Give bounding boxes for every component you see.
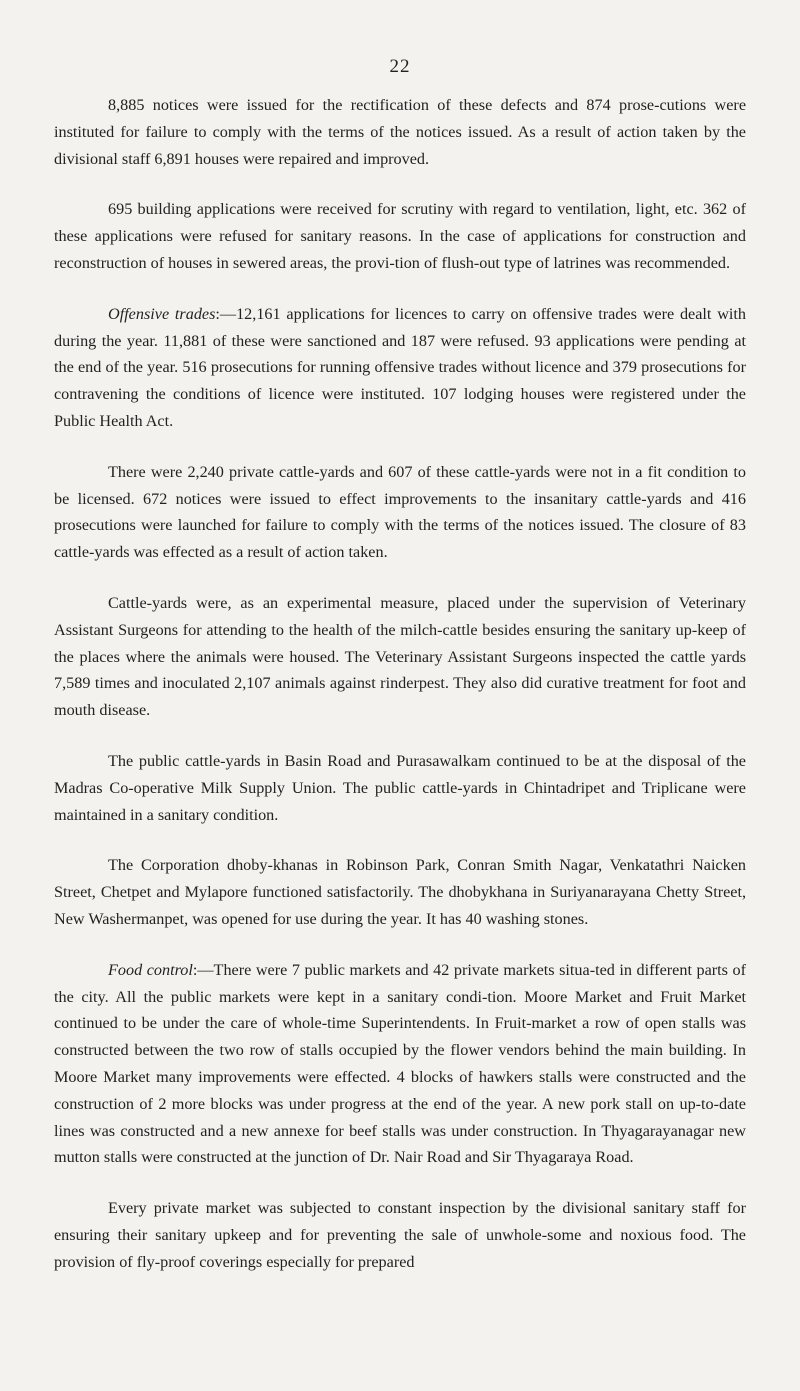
paragraph-text: :—12,161 applications for licences to carry on offensive trades were dealt with during the year. 11,881 of these were sanctioned and 187 were refused. 93 applications were pending at the end of the year. 516 prosecutions for running offensive trades without licence and 379 prosecutions for contravening the conditions of licence were instituted. 107 lodging houses were registered under the Public Health Act. [54,304,746,430]
paragraph-private-markets [54,1195,746,1275]
paragraph-lead-food-control: Food control [108,960,193,979]
paragraph-dhoby-khanas [54,852,746,932]
paragraph-text: Cattle-yards were, as an experimental measure, placed under the supervision of Veterinary Assistant Surgeons for attending to the health of the milch-cattle besides ensuring the sanitary up-keep of the places where the animals were housed. The Veterinary Assistant Surgeons inspected the cattle yards 7,589 times and inoculated 2,107 animals against rinderpest. They also did curative treatment for foot and mouth disease. [54,593,746,720]
paragraph-notices [54,92,746,172]
page-number: 22 [389,56,411,77]
paragraph-text: 695 building applications were received for scrutiny with regard to ventilation, light, etc. 362 of these applications were refused for sanitary reasons. In the case of applications for construction and reconstruction of houses in sewered areas, the provi-tion of flush-out type of latrines was recommended. [54,200,746,272]
paragraph-text: The Corporation dhoby-khanas in Robinson Park, Conran Smith Nagar, Venkatathri Naicken Street, Chetpet and Mylapore functioned satisfactorily. The dhobykhana in Suriyanarayana Chetty Street, New Washermanpet, was opened for use during the year. It has 40 washing stones. [54,856,746,928]
paragraph-building-applications [54,196,746,276]
paragraph-offensive-trades [54,301,746,435]
paragraph-public-cattle-yards [54,748,746,828]
paragraph-text: Every private market was subjected to constant inspection by the divisional sanitary staff for ensuring their sanitary upkeep and for preventing the sale of unwhole-some and noxious food. The provision of fly-proof coverings especially for prepared [54,1199,746,1271]
paragraph-food-control [54,957,746,1171]
paragraph-text: There were 2,240 private cattle-yards and 607 of these cattle-yards were not in a fit condition to be licensed. 672 notices were issued to effect improvements to the insanitary cattle-yards and 416 prosecutions were launched for failure to comply with the terms of the notices issued. The closure of 83 cattle-yards was effected as a result of action taken. [54,462,746,562]
paragraph-private-cattle-yards [54,459,746,566]
report-body [54,92,746,1299]
paragraph-text: 8,885 notices were issued for the rectification of these defects and 874 prose-cutions were instituted for failure to comply with the terms of the notices issued. As a result of action taken by the divisional staff 6,891 houses were repaired and improved. [54,96,746,168]
paragraph-text: The public cattle-yards in Basin Road and Purasawalkam continued to be at the disposal of the Madras Co-operative Milk Supply Union. The public cattle-yards in Chintadripet and Triplicane were maintained in a sanitary condition. [54,751,746,824]
paragraph-text: :—There were 7 public markets and 42 private markets situa-ted in different parts of the city. All the public markets were kept in a sanitary condi-tion. Moore Market and Fruit Market continued to be under the care of whole-time Superintendents. In Fruit-market a row of open stalls was constructed between the two row of stalls occupied by the flower vendors behind the main building. In Moore Market many improvements were effected. 4 blocks of hawkers stalls were constructed and the construction of 2 more blocks was under progress at the end of the year. A new pork stall on up-to-date lines was constructed and a new annexe for beef stalls was under construction. In Thyagarayanagar new mutton stalls were constructed at the junction of Dr. Nair Road and Sir Thyagaraya Road. [54,960,746,1167]
paragraph-veterinary-supervision [54,590,746,724]
paragraph-lead-offensive-trades: Offensive trades [108,304,216,323]
